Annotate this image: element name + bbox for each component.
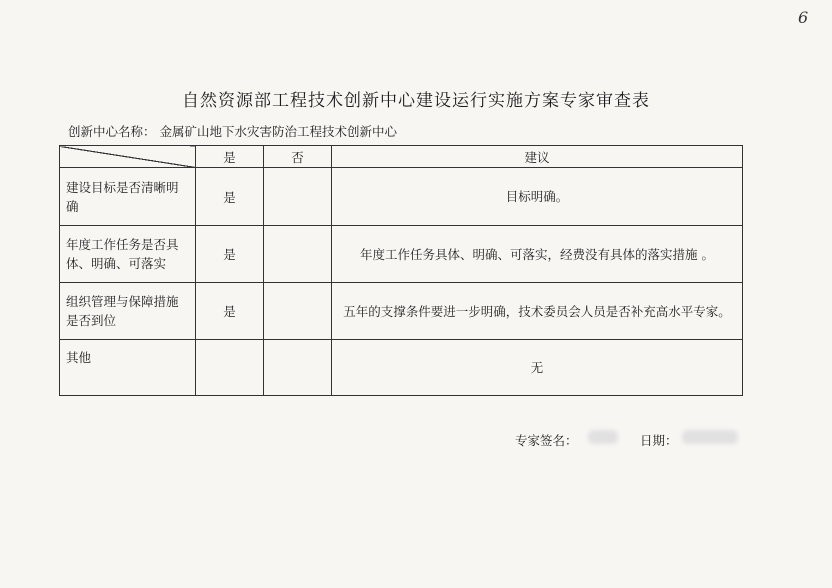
row-no <box>264 340 332 396</box>
page-title: 自然资源部工程技术创新中心建设运行实施方案专家审查表 <box>182 91 650 111</box>
table-row <box>60 283 743 340</box>
row-advice: 无 <box>332 340 743 396</box>
expert-signature-label: 专家签名： <box>515 433 578 448</box>
review-table <box>59 145 743 396</box>
row-advice: 目标明确。 <box>332 168 743 226</box>
row-no <box>264 283 332 340</box>
header-yes: 是 <box>196 146 264 168</box>
center-name-value: 金属矿山地下水灾害防治工程技术创新中心 <box>159 124 398 139</box>
row-advice: 五年的支撑条件要进一步明确，技术委员会人员是否补充高水平专家。 <box>332 283 743 340</box>
row-item: 年度工作任务是否具体、明确、可落实 <box>60 226 196 283</box>
row-item: 其他 <box>60 340 196 396</box>
row-yes: 是 <box>196 226 264 283</box>
row-yes: 是 <box>196 283 264 340</box>
table-row <box>60 168 743 226</box>
page-number: 6 <box>798 8 809 27</box>
diagonal-header-cell <box>60 146 196 168</box>
row-yes <box>196 340 264 396</box>
row-advice: 年度工作任务具体、明确、可落实，经费没有具体的落实措施 。 <box>332 226 743 283</box>
date-redaction <box>682 430 738 444</box>
row-item: 组织管理与保障措施是否到位 <box>60 283 196 340</box>
header-advice: 建议 <box>332 146 743 168</box>
table-row <box>60 340 743 396</box>
table-header-row <box>60 146 743 168</box>
row-item: 建设目标是否清晰明确 <box>60 168 196 226</box>
row-yes: 是 <box>196 168 264 226</box>
row-no <box>264 226 332 283</box>
date-label: 日期： <box>640 433 678 448</box>
header-no: 否 <box>264 146 332 168</box>
signature-redaction <box>588 430 618 444</box>
table-row <box>60 226 743 283</box>
center-name-line <box>68 122 401 140</box>
center-name-label: 创新中心名称： <box>68 124 156 139</box>
row-no <box>264 168 332 226</box>
